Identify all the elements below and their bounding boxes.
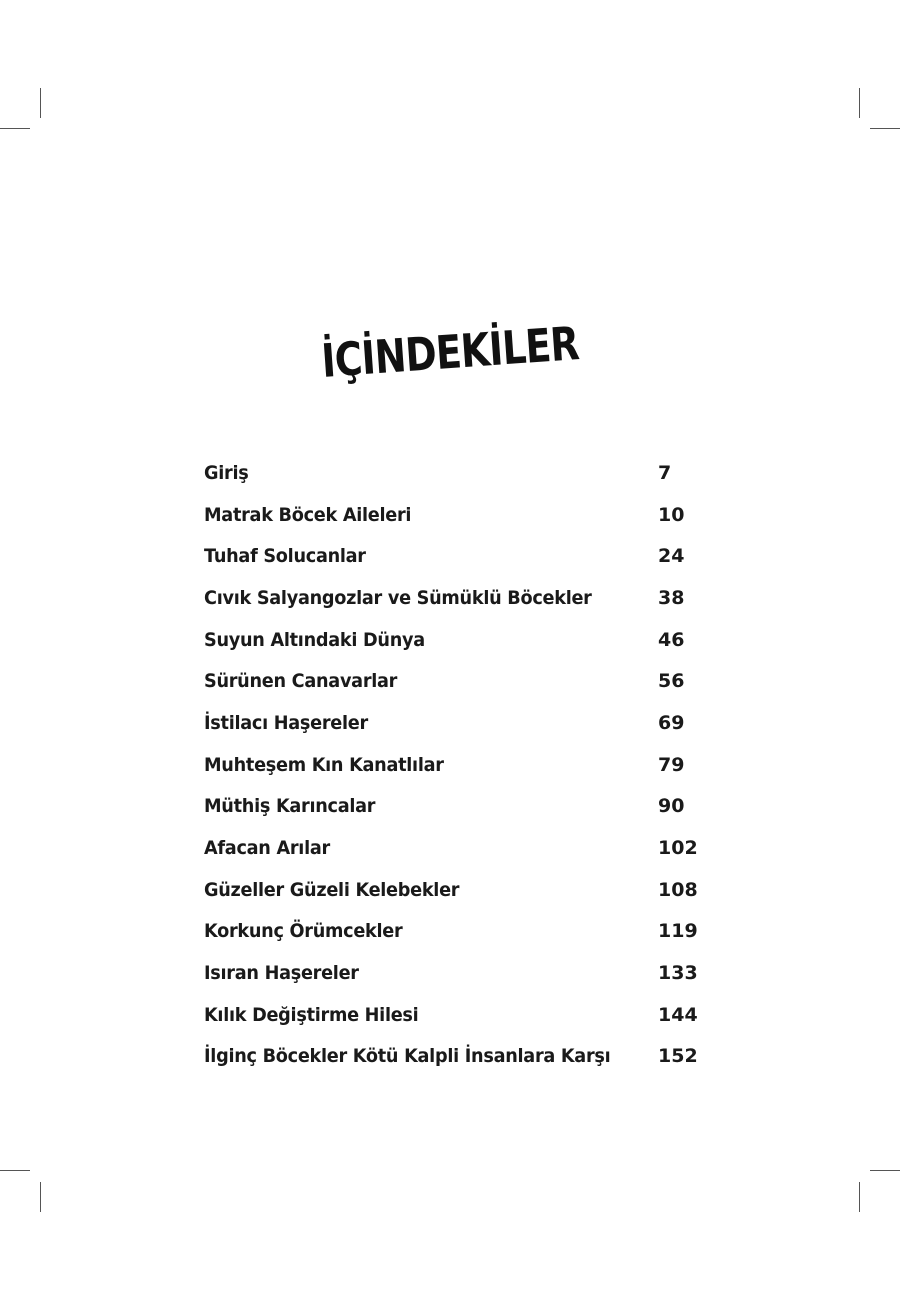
toc-entry [204, 494, 704, 536]
toc-entry [204, 452, 704, 494]
toc-entry-title: Isıran Haşereler [204, 962, 359, 985]
page-title: İÇİNDEKİLER [319, 316, 581, 388]
toc-entry-title: Kılık Değiştirme Hilesi [204, 1003, 419, 1026]
toc-entry-page-number: 119 [658, 920, 698, 943]
toc-entry [204, 952, 704, 994]
toc-entry-title: Giriş [204, 461, 249, 484]
toc-entry-page-number: 69 [658, 711, 685, 734]
toc-entry-title: Muhteşem Kın Kanatlılar [204, 753, 444, 776]
crop-mark-top-right-horizontal [870, 128, 900, 129]
toc-entry-page-number: 133 [658, 962, 698, 985]
toc-entry-page-number: 152 [658, 1045, 698, 1068]
toc-entry [204, 911, 704, 953]
toc-entry [204, 535, 704, 577]
crop-mark-top-left-vertical [40, 88, 41, 118]
toc-entry-page-number: 56 [658, 670, 685, 693]
toc-entry-page-number: 144 [658, 1003, 698, 1026]
toc-entry-title: Sürünen Canavarlar [204, 670, 398, 693]
toc-entry [204, 869, 704, 911]
toc-entry [204, 702, 704, 744]
crop-mark-bottom-right-vertical [859, 1182, 860, 1212]
toc-entry-title: İlginç Böcekler Kötü Kalpli İnsanlara Karşı [204, 1045, 611, 1068]
toc-entry [204, 994, 704, 1036]
table-of-contents [204, 452, 704, 1077]
crop-mark-top-right-vertical [859, 88, 860, 118]
toc-entry [204, 1036, 704, 1078]
toc-entry-title: Afacan Arılar [204, 837, 330, 860]
toc-entry-title: Suyun Altındaki Dünya [204, 628, 425, 651]
toc-entry-title: Korkunç Örümcekler [204, 920, 403, 943]
heading-container [0, 316, 900, 388]
toc-entry [204, 827, 704, 869]
toc-entry-title: Tuhaf Solucanlar [204, 545, 366, 568]
toc-entry-page-number: 38 [658, 586, 685, 609]
toc-entry-title: İstilacı Haşereler [204, 711, 368, 734]
crop-mark-bottom-left-vertical [40, 1182, 41, 1212]
toc-entry-page-number: 90 [658, 795, 685, 818]
toc-entry-title: Güzeller Güzeli Kelebekler [204, 878, 460, 901]
crop-mark-top-left-horizontal [0, 128, 30, 129]
toc-entry-page-number: 102 [658, 837, 698, 860]
crop-mark-bottom-left-horizontal [0, 1170, 30, 1171]
toc-entry-title: Müthiş Karıncalar [204, 795, 376, 818]
toc-entry [204, 744, 704, 786]
toc-entry-page-number: 24 [658, 545, 685, 568]
toc-entry [204, 660, 704, 702]
toc-entry-title: Matrak Böcek Aileleri [204, 503, 412, 526]
toc-entry [204, 619, 704, 661]
toc-entry [204, 577, 704, 619]
toc-entry-page-number: 46 [658, 628, 685, 651]
toc-entry-page-number: 108 [658, 878, 698, 901]
toc-entry-page-number: 10 [658, 503, 685, 526]
toc-entry-page-number: 7 [658, 461, 672, 484]
crop-mark-bottom-right-horizontal [870, 1170, 900, 1171]
toc-entry-page-number: 79 [658, 753, 685, 776]
toc-entry-title: Cıvık Salyangozlar ve Sümüklü Böcekler [204, 586, 592, 609]
toc-entry [204, 786, 704, 828]
